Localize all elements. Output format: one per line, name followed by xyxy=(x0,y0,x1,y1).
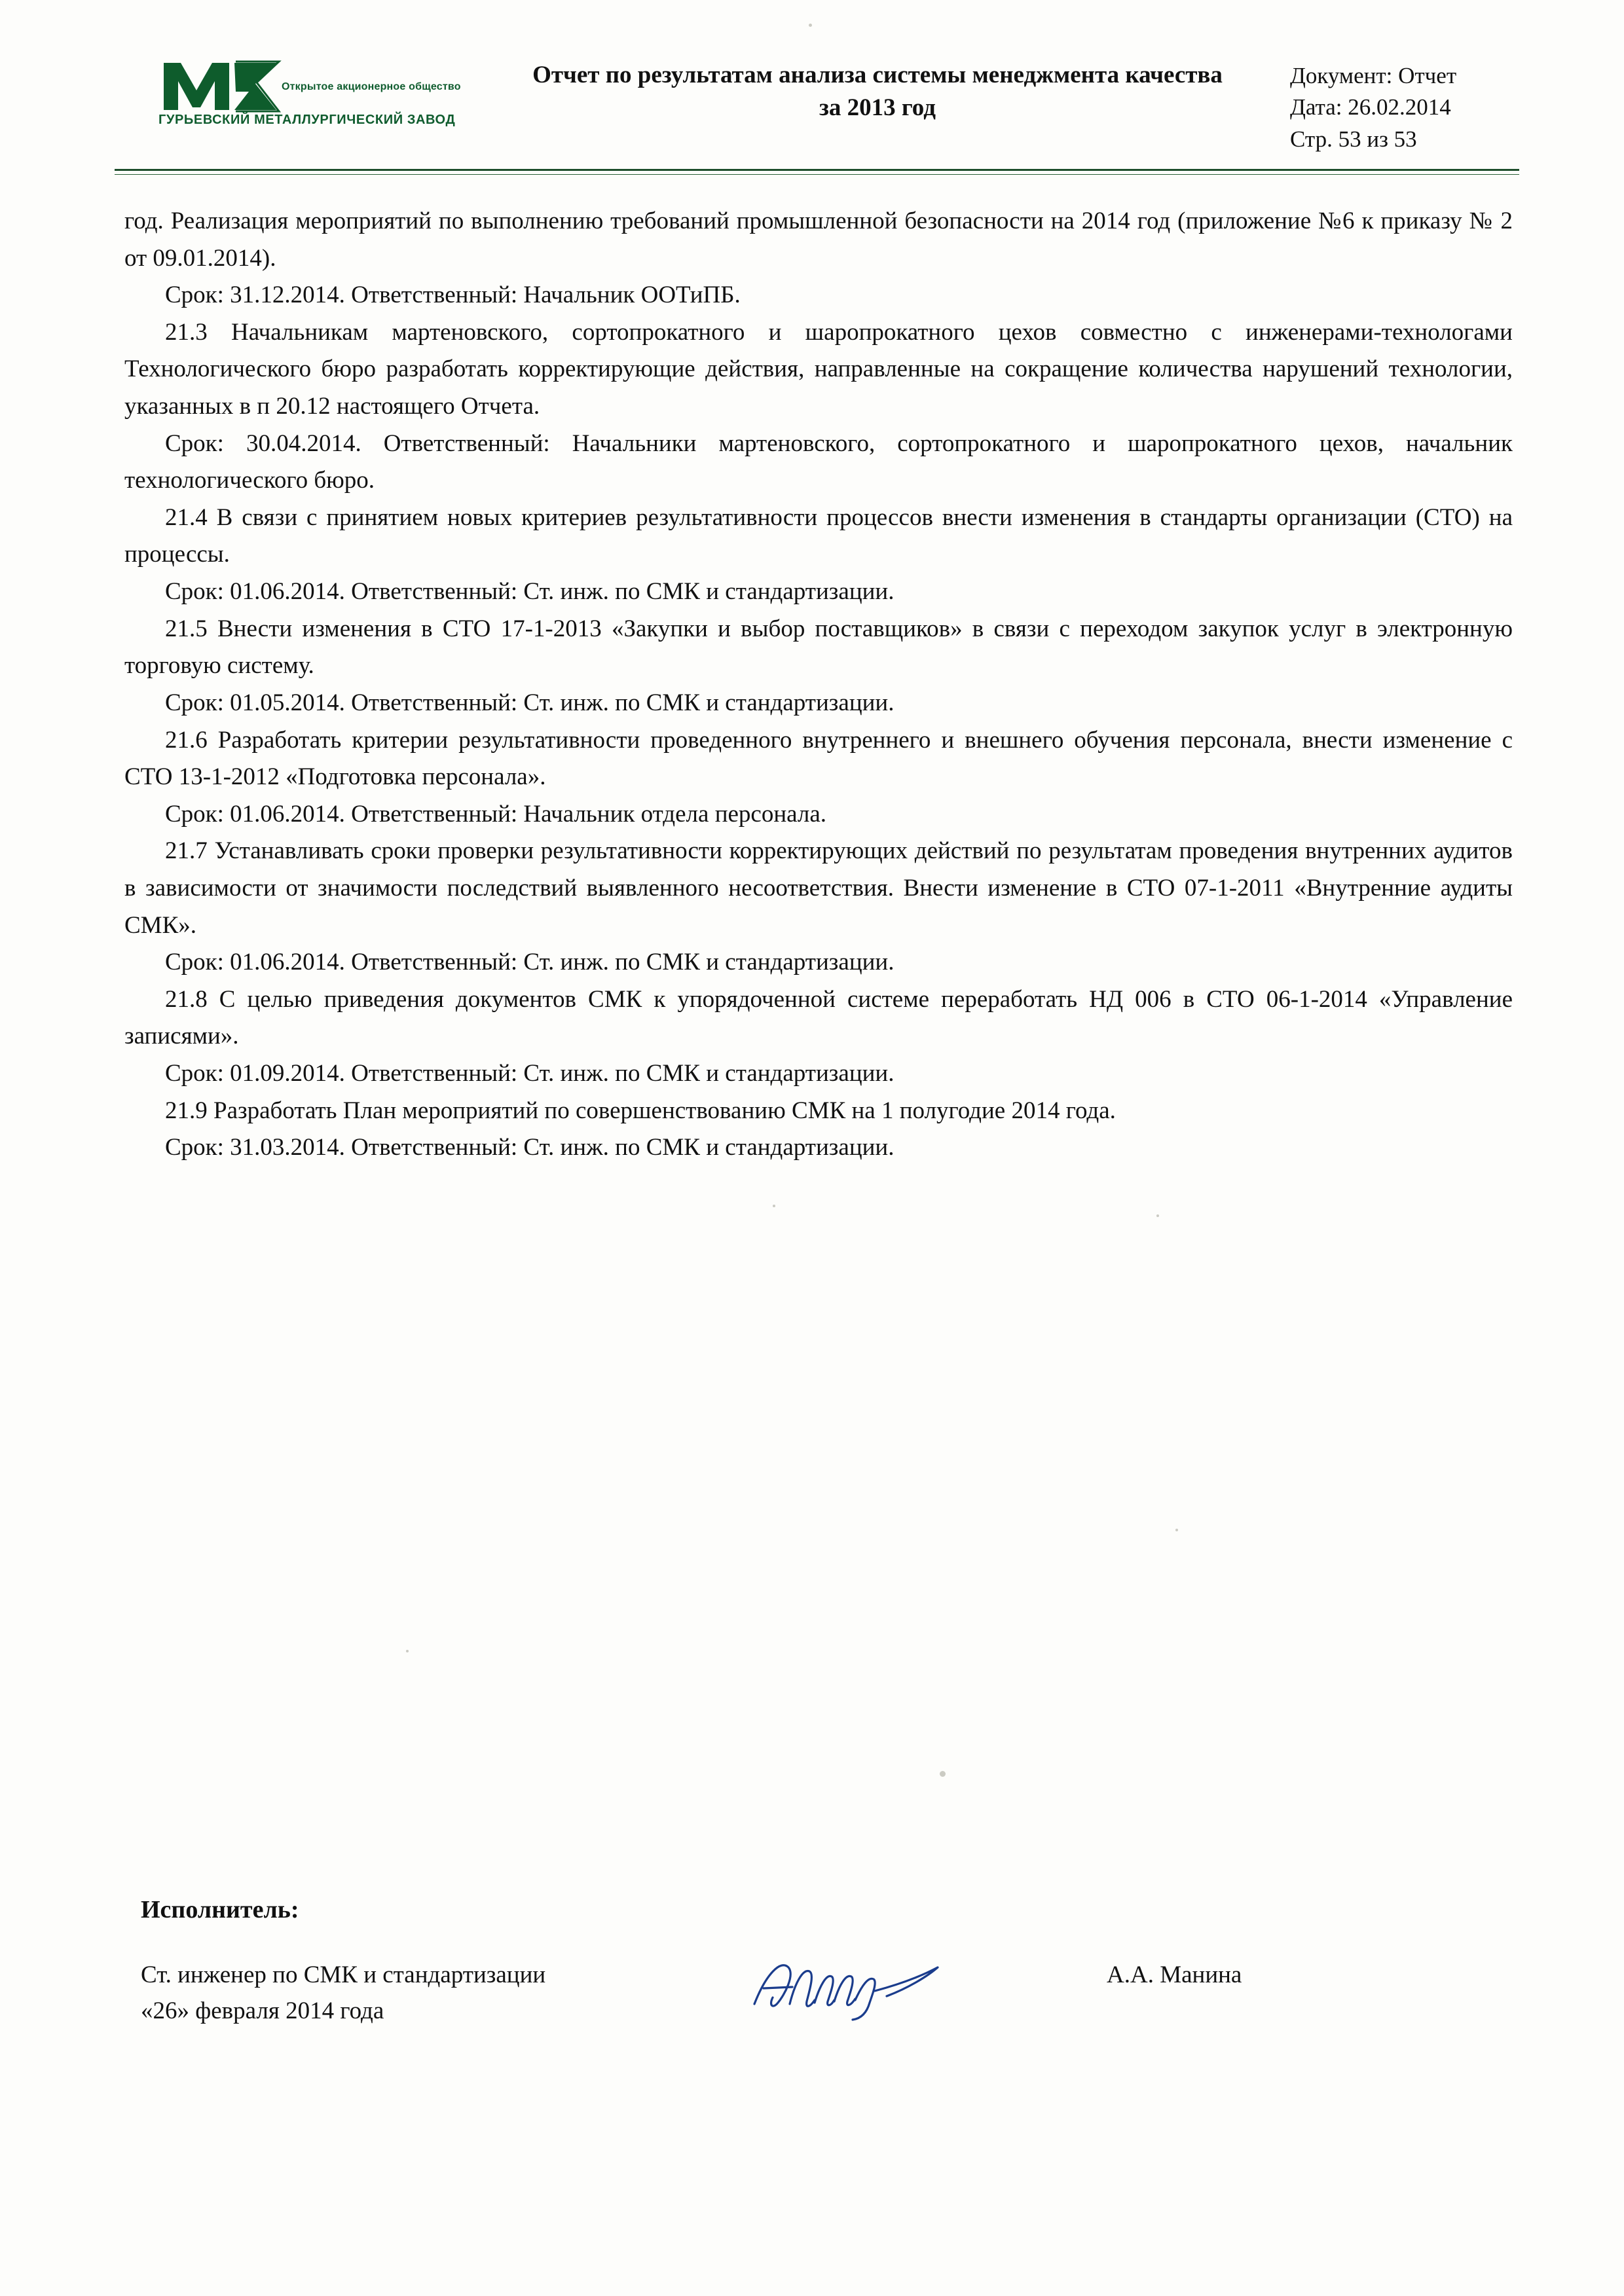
company-logo xyxy=(131,52,461,141)
meta-page: Стр. 53 из 53 xyxy=(1290,126,1417,152)
signature-date: «26» февраля 2014 года xyxy=(141,1997,384,2024)
header-divider xyxy=(115,169,1519,171)
mz-logo-icon xyxy=(157,52,282,115)
paragraph-deadline: Срок: 30.04.2014. Ответственный: Начальники мартеновского, сортопрокатного и шаропрокатного цехов, начальник технологического бюро. xyxy=(124,429,1513,494)
paragraph-deadline: Срок: 31.12.2014. Ответственный: Начальник ООТиПБ. xyxy=(165,282,741,309)
paragraph: 21.9 Разработать План мероприятий по совершенствованию СМК на 1 полугодие 2014 года. xyxy=(165,1097,1116,1124)
page-header xyxy=(118,46,1519,170)
document-body xyxy=(124,203,1513,1167)
paragraph: 21.6 Разработать критерии результативности проведенного внутреннего и внешнего обучения персонала, внести изменение с СТО 13-1-2012 «Подготовка персонала». xyxy=(124,726,1513,791)
paragraph-deadline: Срок: 01.09.2014. Ответственный: Ст. инж. по СМК и стандартизации. xyxy=(165,1060,895,1087)
paragraph-deadline: Срок: 01.06.2014. Ответственный: Начальник отдела персонала. xyxy=(165,800,827,828)
signature-heading: Исполнитель: xyxy=(141,1896,299,1923)
paragraph-deadline: Срок: 31.03.2014. Ответственный: Ст. инж. по СМК и стандартизации. xyxy=(165,1134,895,1161)
company-name-label: ГУРЬЕВСКИЙ МЕТАЛЛУРГИЧЕСКИЙ ЗАВОД xyxy=(158,113,456,127)
paragraph: год. Реализация мероприятий по выполнению требований промышленной безопасности на 2014 год (приложение №6 к приказу № 2 от 09.01.2014). xyxy=(124,208,1513,272)
paragraph: 21.5 Внести изменения в СТО 17-1-2013 «Закупки и выбор поставщиков» в связи с переходом закупок услуг в электронную торговую систему. xyxy=(124,615,1513,680)
paragraph: 21.7 Устанавливать сроки проверки результативности корректирующих действий по результатам проведения внутренних аудитов в зависимости от значимости последствий выявленного несоответствия. Внести изменение в СТО 07-1-2011 «Внутренние аудиты СМК». xyxy=(124,837,1513,939)
paragraph-deadline: Срок: 01.05.2014. Ответственный: Ст. инж. по СМК и стандартизации. xyxy=(165,689,895,716)
company-form-label: Открытое акционерное общество xyxy=(282,81,461,92)
paragraph-deadline: Срок: 01.06.2014. Ответственный: Ст. инж. по СМК и стандартизации. xyxy=(165,578,895,606)
header-divider-thin xyxy=(115,174,1519,175)
meta-date: Дата: 26.02.2014 xyxy=(1290,94,1451,120)
header-meta xyxy=(1290,60,1456,155)
signatory-role: Ст. инженер по СМК и стандартизации xyxy=(141,1961,546,1988)
paragraph: 21.4 В связи с принятием новых критериев результативности процессов внести изменения в стандарты организации (СТО) на процессы. xyxy=(124,503,1513,568)
paragraph: 21.3 Начальникам мартеновского, сортопрокатного и шаропрокатного цехов совместно с инженерами-технологами Технологического бюро разработать корректирующие действия, направленные на сокращение количества нарушений технологии, указанных в п 20.12 настоящего Отчета. xyxy=(124,318,1513,420)
paragraph: 21.8 С целью приведения документов СМК к упорядоченной системе переработать НД 006 в СТО 06-1-2014 «Управление записями». xyxy=(124,985,1513,1050)
handwritten-signature-icon xyxy=(747,1948,1008,2026)
paragraph-deadline: Срок: 01.06.2014. Ответственный: Ст. инж. по СМК и стандартизации. xyxy=(165,949,895,976)
signatory-name: А.А. Манина xyxy=(1107,1961,1242,1988)
meta-document: Документ: Отчет xyxy=(1290,63,1457,88)
document-title: Отчет по результатам анализа системы менеджмента качества за 2013 год xyxy=(532,62,1223,121)
